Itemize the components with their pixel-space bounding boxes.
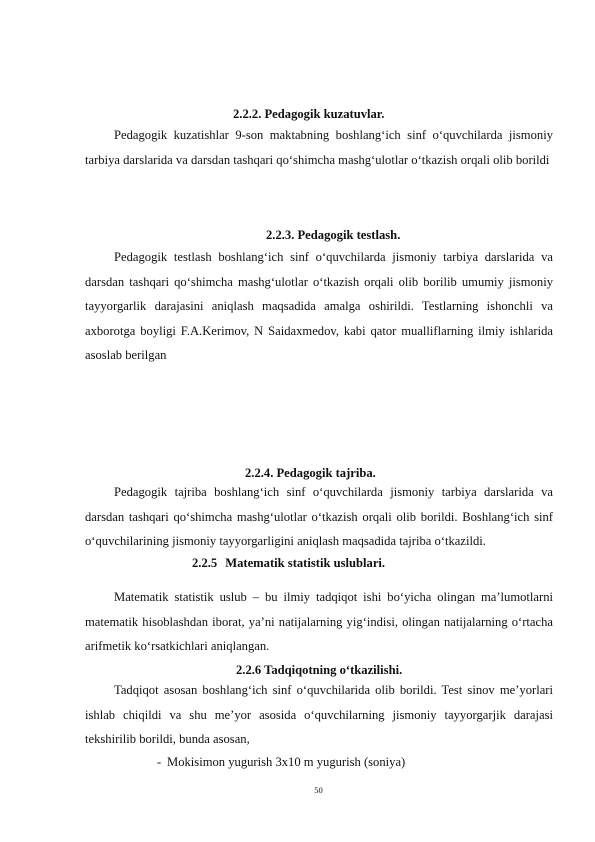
bullet-text: Mokisimon yugurish 3x10 m yugurish (soniya) (167, 755, 406, 769)
bullet-marker: - (157, 755, 162, 769)
heading-2-2-5 (192, 555, 385, 571)
paragraph-pedagogical-observations: Pedagogik kuzatishlar 9-son maktabning boshlang‘ich sinf o‘quvchilarda jismoniy tarbiya darslarida va darsdan tashqari qo‘shimcha mashg‘ulotlar o‘tkazish orqali olib borildi (85, 128, 553, 167)
heading-2-2-3: 2.2.3. Pedagogik testlash. (266, 228, 401, 242)
paragraph-statistical-methods: Matematik statistik uslub – bu ilmiy tadqiqot ishi bo‘yicha olingan ma’lumotlarni matematik hisoblashdan iborat, ya’ni natijalarning yig‘indisi, olingan natijalarning o‘rtacha arifmetik ko‘rsatkichlari aniqlangan. (85, 590, 553, 654)
paragraph-research-conduct: Tadqiqot asosan boshlang‘ich sinf o‘quvchilarida olib borildi. Test sinov me’yorlari ishlab chiqildi va shu me’yor asosida o‘quvchilarning jismoniy tayyorgarjik darajasi tekshirilib borildi, bunda asosan, (85, 683, 553, 747)
heading-2-2-4: 2.2.4. Pedagogik tajriba. (245, 466, 376, 480)
heading-2-2-6: 2.2.6 Tadqiqotning o‘tkazilishi. (236, 663, 403, 677)
paragraph-pedagogical-testing: Pedagogik testlash boshlang‘ich sinf o‘quvchilarda jismoniy tarbiya darslarida va darsdan tashqari qo‘shimcha mashg‘ulotlar o‘tkazish orqali olib borilib umumiy jismoniy tayyorgarlik darajasini aniqlash maqsadida amalga oshirildi. Testlarning ishonchli va axborotga boyligi F.A.Kerimov, N Saidaxmedov, kabi qator mualliflarning ilmiy ishlarida asoslab berilgan (85, 250, 553, 363)
paragraph-pedagogical-experiment: Pedagogik tajriba boshlang‘ich sinf o‘quvchilarda jismoniy tarbiya darslarida va darsdan tashqari qo‘shimcha mashg‘ulotlar o‘tkazish orqali olib borildi. Boshlang‘ich sinf o‘quvchilarining jismoniy tayyorgarligini aniqlash maqsadida tajriba o‘tkazildi. (85, 485, 553, 549)
bullet-list-item (157, 754, 405, 770)
heading-2-2-5-number: 2.2.5 (192, 556, 218, 570)
heading-2-2-5-title: Matematik statistik uslublari. (225, 556, 386, 570)
heading-2-2-2: 2.2.2. Pedagogik kuzatuvlar. (233, 107, 385, 121)
page-number: 50 (314, 785, 323, 795)
